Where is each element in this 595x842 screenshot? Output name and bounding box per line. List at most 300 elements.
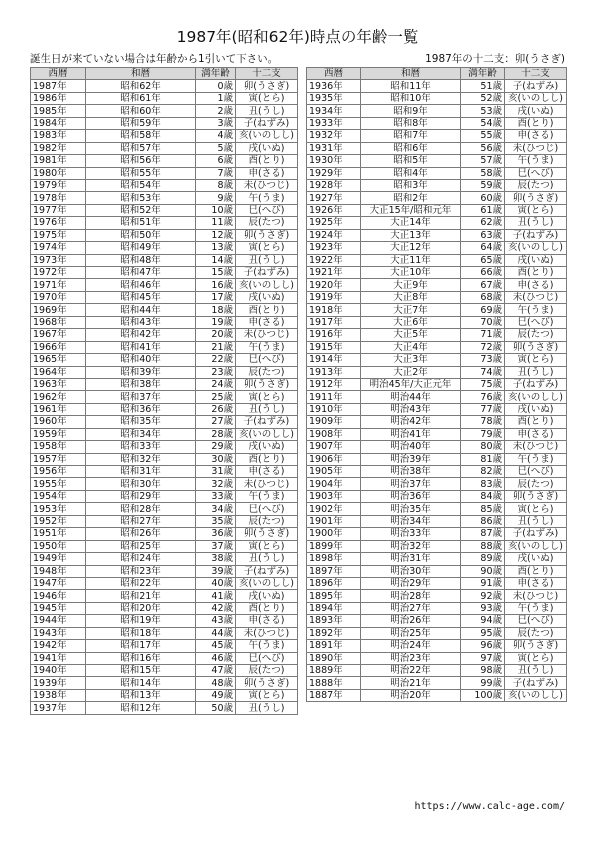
cell-eto: 未(ひつじ): [236, 179, 298, 191]
table-row: [307, 503, 567, 515]
cell-age: 21歳: [196, 341, 236, 353]
cell-seireki: 1936年: [307, 80, 361, 92]
cell-seireki: 1918年: [307, 304, 361, 316]
cell-wareki: 昭和37年: [86, 391, 196, 403]
cell-age: 12歳: [196, 229, 236, 241]
table-row: [307, 192, 567, 204]
table-row: [307, 441, 567, 453]
cell-eto: 子(ねずみ): [505, 378, 567, 390]
cell-wareki: 明治39年: [361, 453, 461, 465]
table-row: [31, 416, 298, 428]
cell-eto: 丑(うし): [505, 665, 567, 677]
cell-wareki: 昭和16年: [86, 652, 196, 664]
table-row: [31, 553, 298, 565]
cell-age: 50歳: [196, 702, 236, 714]
cell-wareki: 昭和15年: [86, 665, 196, 677]
cell-age: 7歳: [196, 167, 236, 179]
table-row: [31, 192, 298, 204]
cell-seireki: 1903年: [307, 490, 361, 502]
cell-wareki: 大正5年: [361, 329, 461, 341]
cell-age: 3歳: [196, 117, 236, 129]
table-row: [307, 242, 567, 254]
table-row: [307, 540, 567, 552]
cell-age: 20歳: [196, 329, 236, 341]
cell-age: 80歳: [461, 441, 505, 453]
cell-seireki: 1949年: [31, 553, 86, 565]
header-wareki: 和暦: [86, 68, 196, 80]
cell-eto: 未(ひつじ): [505, 590, 567, 602]
cell-seireki: 1953年: [31, 503, 86, 515]
cell-eto: 丑(うし): [236, 254, 298, 266]
cell-wareki: 明治37年: [361, 478, 461, 490]
table-row: [31, 117, 298, 129]
cell-age: 90歳: [461, 565, 505, 577]
cell-age: 66歳: [461, 267, 505, 279]
cell-wareki: 昭和58年: [86, 130, 196, 142]
cell-age: 45歳: [196, 640, 236, 652]
table-row: [31, 142, 298, 154]
cell-wareki: 明治41年: [361, 428, 461, 440]
cell-wareki: 昭和13年: [86, 689, 196, 701]
cell-age: 76歳: [461, 391, 505, 403]
cell-eto: 亥(いのしし): [505, 540, 567, 552]
cell-seireki: 1926年: [307, 204, 361, 216]
cell-age: 62歳: [461, 217, 505, 229]
table-row: [307, 217, 567, 229]
table-row: [31, 652, 298, 664]
table-row: [307, 528, 567, 540]
cell-wareki: 昭和8年: [361, 117, 461, 129]
cell-seireki: 1912年: [307, 378, 361, 390]
cell-eto: 寅(とら): [236, 689, 298, 701]
table-row: [307, 677, 567, 689]
cell-eto: 未(ひつじ): [236, 478, 298, 490]
cell-eto: 申(さる): [236, 466, 298, 478]
cell-age: 36歳: [196, 528, 236, 540]
cell-wareki: 昭和39年: [86, 366, 196, 378]
cell-age: 41歳: [196, 590, 236, 602]
cell-wareki: 明治26年: [361, 615, 461, 627]
table-header-row: [31, 68, 298, 80]
table-row: [307, 590, 567, 602]
cell-age: 67歳: [461, 279, 505, 291]
cell-age: 17歳: [196, 291, 236, 303]
cell-age: 2歳: [196, 105, 236, 117]
table-row: [307, 155, 567, 167]
header-age: 満年齢: [461, 68, 505, 80]
cell-wareki: 昭和60年: [86, 105, 196, 117]
cell-age: 27歳: [196, 416, 236, 428]
cell-age: 73歳: [461, 354, 505, 366]
cell-wareki: 昭和18年: [86, 627, 196, 639]
table-row: [307, 291, 567, 303]
cell-seireki: 1946年: [31, 590, 86, 602]
cell-wareki: 昭和62年: [86, 80, 196, 92]
table-row: [307, 478, 567, 490]
cell-wareki: 昭和30年: [86, 478, 196, 490]
cell-eto: 亥(いのしし): [236, 279, 298, 291]
cell-wareki: 明治42年: [361, 416, 461, 428]
cell-eto: 丑(うし): [236, 702, 298, 714]
cell-eto: 亥(いのしし): [505, 689, 567, 701]
cell-eto: 申(さる): [505, 279, 567, 291]
table-row: [307, 179, 567, 191]
cell-seireki: 1947年: [31, 577, 86, 589]
cell-eto: 巳(へび): [236, 652, 298, 664]
cell-wareki: 昭和41年: [86, 341, 196, 353]
cell-wareki: 昭和3年: [361, 179, 461, 191]
cell-eto: 巳(へび): [505, 466, 567, 478]
cell-age: 34歳: [196, 503, 236, 515]
cell-eto: 丑(うし): [236, 553, 298, 565]
cell-eto: 亥(いのしし): [236, 577, 298, 589]
cell-wareki: 明治21年: [361, 677, 461, 689]
cell-eto: 寅(とら): [505, 652, 567, 664]
cell-eto: 子(ねずみ): [505, 528, 567, 540]
cell-wareki: 昭和45年: [86, 291, 196, 303]
header-age: 満年齢: [196, 68, 236, 80]
table-row: [307, 403, 567, 415]
cell-wareki: 明治27年: [361, 602, 461, 614]
cell-eto: 午(うま): [505, 155, 567, 167]
table-row: [307, 254, 567, 266]
table-row: [31, 341, 298, 353]
cell-wareki: 昭和34年: [86, 428, 196, 440]
cell-eto: 卯(うさぎ): [505, 640, 567, 652]
table-row: [31, 229, 298, 241]
cell-age: 30歳: [196, 453, 236, 465]
cell-seireki: 1909年: [307, 416, 361, 428]
cell-age: 13歳: [196, 242, 236, 254]
cell-eto: 戌(いぬ): [236, 590, 298, 602]
cell-age: 39歳: [196, 565, 236, 577]
cell-age: 96歳: [461, 640, 505, 652]
cell-eto: 卯(うさぎ): [236, 80, 298, 92]
cell-seireki: 1894年: [307, 602, 361, 614]
table-row: [31, 540, 298, 552]
cell-seireki: 1963年: [31, 378, 86, 390]
cell-wareki: 昭和25年: [86, 540, 196, 552]
table-row: [31, 279, 298, 291]
cell-seireki: 1933年: [307, 117, 361, 129]
cell-wareki: 昭和26年: [86, 528, 196, 540]
cell-eto: 巳(へび): [505, 316, 567, 328]
cell-seireki: 1930年: [307, 155, 361, 167]
cell-seireki: 1888年: [307, 677, 361, 689]
cell-wareki: 大正12年: [361, 242, 461, 254]
cell-wareki: 昭和5年: [361, 155, 461, 167]
cell-wareki: 昭和42年: [86, 329, 196, 341]
table-row: [31, 204, 298, 216]
cell-age: 22歳: [196, 354, 236, 366]
cell-seireki: 1904年: [307, 478, 361, 490]
cell-eto: 子(ねずみ): [236, 416, 298, 428]
cell-wareki: 明治31年: [361, 553, 461, 565]
table-row: [31, 155, 298, 167]
cell-seireki: 1902年: [307, 503, 361, 515]
cell-seireki: 1950年: [31, 540, 86, 552]
cell-wareki: 明治38年: [361, 466, 461, 478]
cell-seireki: 1968年: [31, 316, 86, 328]
cell-age: 51歳: [461, 80, 505, 92]
cell-seireki: 1972年: [31, 267, 86, 279]
cell-eto: 午(うま): [236, 490, 298, 502]
cell-eto: 丑(うし): [236, 105, 298, 117]
cell-eto: 酉(とり): [236, 304, 298, 316]
header-seireki: 西暦: [31, 68, 86, 80]
table-row: [307, 466, 567, 478]
cell-age: 100歳: [461, 689, 505, 701]
header-eto: 十二支: [505, 68, 567, 80]
cell-wareki: 大正9年: [361, 279, 461, 291]
cell-age: 35歳: [196, 515, 236, 527]
table-row: [31, 179, 298, 191]
cell-age: 72歳: [461, 341, 505, 353]
cell-age: 23歳: [196, 366, 236, 378]
cell-age: 99歳: [461, 677, 505, 689]
cell-wareki: 昭和56年: [86, 155, 196, 167]
cell-wareki: 明治20年: [361, 689, 461, 701]
cell-seireki: 1973年: [31, 254, 86, 266]
cell-age: 47歳: [196, 665, 236, 677]
cell-seireki: 1985年: [31, 105, 86, 117]
cell-eto: 戌(いぬ): [236, 142, 298, 154]
cell-seireki: 1964年: [31, 366, 86, 378]
cell-age: 82歳: [461, 466, 505, 478]
cell-eto: 戌(いぬ): [236, 441, 298, 453]
cell-wareki: 昭和33年: [86, 441, 196, 453]
cell-eto: 申(さる): [236, 167, 298, 179]
cell-wareki: 明治33年: [361, 528, 461, 540]
cell-age: 74歳: [461, 366, 505, 378]
cell-eto: 丑(うし): [505, 217, 567, 229]
cell-wareki: 昭和6年: [361, 142, 461, 154]
cell-eto: 午(うま): [236, 640, 298, 652]
cell-age: 75歳: [461, 378, 505, 390]
cell-eto: 子(ねずみ): [236, 117, 298, 129]
table-row: [307, 130, 567, 142]
cell-eto: 卯(うさぎ): [236, 677, 298, 689]
cell-wareki: 昭和11年: [361, 80, 461, 92]
cell-age: 64歳: [461, 242, 505, 254]
cell-eto: 未(ひつじ): [505, 441, 567, 453]
table-row: [307, 341, 567, 353]
cell-seireki: 1956年: [31, 466, 86, 478]
cell-seireki: 1980年: [31, 167, 86, 179]
table-row: [307, 316, 567, 328]
table-row: [307, 565, 567, 577]
cell-age: 93歳: [461, 602, 505, 614]
cell-wareki: 昭和14年: [86, 677, 196, 689]
age-table-right: [306, 67, 567, 702]
cell-age: 31歳: [196, 466, 236, 478]
table-row: [31, 590, 298, 602]
header-eto: 十二支: [236, 68, 298, 80]
cell-seireki: 1966年: [31, 341, 86, 353]
cell-age: 88歳: [461, 540, 505, 552]
cell-eto: 戌(いぬ): [505, 553, 567, 565]
cell-wareki: 昭和43年: [86, 316, 196, 328]
cell-wareki: 明治23年: [361, 652, 461, 664]
table-row: [307, 615, 567, 627]
cell-wareki: 昭和61年: [86, 92, 196, 104]
page-title: 1987年(昭和62年)時点の年齢一覧: [176, 28, 419, 46]
cell-eto: 寅(とら): [505, 354, 567, 366]
cell-wareki: 昭和19年: [86, 615, 196, 627]
cell-wareki: 大正2年: [361, 366, 461, 378]
cell-age: 54歳: [461, 117, 505, 129]
cell-eto: 酉(とり): [505, 565, 567, 577]
cell-seireki: 1895年: [307, 590, 361, 602]
table-row: [307, 428, 567, 440]
cell-wareki: 昭和49年: [86, 242, 196, 254]
cell-wareki: 昭和57年: [86, 142, 196, 154]
table-row: [31, 403, 298, 415]
cell-eto: 亥(いのしし): [505, 242, 567, 254]
table-row: [31, 453, 298, 465]
cell-age: 56歳: [461, 142, 505, 154]
subtitle-note: 誕生日が来ていない場合は年齢から1引いて下さい。: [30, 53, 279, 65]
cell-age: 94歳: [461, 615, 505, 627]
cell-seireki: 1922年: [307, 254, 361, 266]
table-row: [31, 130, 298, 142]
cell-age: 33歳: [196, 490, 236, 502]
cell-wareki: 明治22年: [361, 665, 461, 677]
table-row: [31, 665, 298, 677]
table-row: [31, 528, 298, 540]
cell-age: 98歳: [461, 665, 505, 677]
cell-wareki: 昭和17年: [86, 640, 196, 652]
cell-eto: 卯(うさぎ): [505, 341, 567, 353]
cell-seireki: 1906年: [307, 453, 361, 465]
table-row: [31, 466, 298, 478]
cell-eto: 寅(とら): [505, 503, 567, 515]
cell-age: 97歳: [461, 652, 505, 664]
cell-age: 89歳: [461, 553, 505, 565]
cell-seireki: 1955年: [31, 478, 86, 490]
table-row: [307, 378, 567, 390]
cell-eto: 酉(とり): [505, 117, 567, 129]
cell-seireki: 1911年: [307, 391, 361, 403]
cell-wareki: 昭和20年: [86, 602, 196, 614]
cell-age: 87歳: [461, 528, 505, 540]
cell-eto: 戌(いぬ): [505, 403, 567, 415]
cell-eto: 子(ねずみ): [505, 677, 567, 689]
table-row: [31, 366, 298, 378]
cell-age: 43歳: [196, 615, 236, 627]
cell-age: 63歳: [461, 229, 505, 241]
cell-wareki: 大正4年: [361, 341, 461, 353]
cell-eto: 亥(いのしし): [505, 391, 567, 403]
cell-eto: 午(うま): [236, 341, 298, 353]
cell-eto: 寅(とら): [236, 242, 298, 254]
cell-age: 4歳: [196, 130, 236, 142]
cell-eto: 酉(とり): [505, 267, 567, 279]
cell-wareki: 明治30年: [361, 565, 461, 577]
cell-seireki: 1976年: [31, 217, 86, 229]
table-header-row: [307, 68, 567, 80]
cell-seireki: 1960年: [31, 416, 86, 428]
cell-wareki: 昭和55年: [86, 167, 196, 179]
cell-eto: 亥(いのしし): [505, 92, 567, 104]
cell-age: 19歳: [196, 316, 236, 328]
cell-age: 65歳: [461, 254, 505, 266]
cell-age: 83歳: [461, 478, 505, 490]
cell-wareki: 昭和46年: [86, 279, 196, 291]
cell-wareki: 昭和51年: [86, 217, 196, 229]
cell-eto: 子(ねずみ): [236, 565, 298, 577]
cell-age: 59歳: [461, 179, 505, 191]
cell-wareki: 明治44年: [361, 391, 461, 403]
cell-seireki: 1962年: [31, 391, 86, 403]
table-row: [31, 565, 298, 577]
cell-eto: 丑(うし): [505, 515, 567, 527]
cell-wareki: 昭和52年: [86, 204, 196, 216]
cell-eto: 亥(いのしし): [236, 130, 298, 142]
cell-age: 38歳: [196, 553, 236, 565]
cell-eto: 辰(たつ): [505, 478, 567, 490]
cell-wareki: 大正10年: [361, 267, 461, 279]
cell-seireki: 1979年: [31, 179, 86, 191]
table-row: [307, 304, 567, 316]
cell-age: 26歳: [196, 403, 236, 415]
cell-age: 44歳: [196, 627, 236, 639]
cell-seireki: 1890年: [307, 652, 361, 664]
cell-eto: 丑(うし): [236, 403, 298, 415]
cell-wareki: 昭和32年: [86, 453, 196, 465]
table-row: [307, 92, 567, 104]
cell-age: 18歳: [196, 304, 236, 316]
cell-age: 78歳: [461, 416, 505, 428]
table-row: [307, 515, 567, 527]
cell-wareki: 昭和21年: [86, 590, 196, 602]
cell-eto: 申(さる): [236, 615, 298, 627]
cell-wareki: 大正15年/昭和元年: [361, 204, 461, 216]
table-row: [31, 105, 298, 117]
cell-seireki: 1943年: [31, 627, 86, 639]
table-row: [31, 503, 298, 515]
table-row: [31, 329, 298, 341]
cell-eto: 辰(たつ): [236, 366, 298, 378]
cell-age: 86歳: [461, 515, 505, 527]
cell-eto: 午(うま): [236, 192, 298, 204]
cell-wareki: 明治24年: [361, 640, 461, 652]
cell-seireki: 1928年: [307, 179, 361, 191]
cell-wareki: 昭和35年: [86, 416, 196, 428]
cell-seireki: 1944年: [31, 615, 86, 627]
table-body-left: [31, 80, 298, 714]
header-seireki: 西暦: [307, 68, 361, 80]
cell-wareki: 昭和28年: [86, 503, 196, 515]
cell-eto: 巳(へび): [236, 503, 298, 515]
cell-wareki: 昭和54年: [86, 179, 196, 191]
age-table-left: [30, 67, 298, 715]
table-row: [31, 677, 298, 689]
cell-eto: 申(さる): [505, 130, 567, 142]
cell-eto: 午(うま): [505, 304, 567, 316]
table-body-right: [307, 80, 567, 702]
cell-age: 69歳: [461, 304, 505, 316]
cell-eto: 酉(とり): [505, 416, 567, 428]
cell-wareki: 昭和23年: [86, 565, 196, 577]
cell-age: 92歳: [461, 590, 505, 602]
cell-eto: 寅(とら): [236, 540, 298, 552]
cell-eto: 卯(うさぎ): [505, 490, 567, 502]
cell-eto: 卯(うさぎ): [236, 528, 298, 540]
table-row: [307, 391, 567, 403]
cell-wareki: 明治29年: [361, 577, 461, 589]
table-row: [31, 640, 298, 652]
